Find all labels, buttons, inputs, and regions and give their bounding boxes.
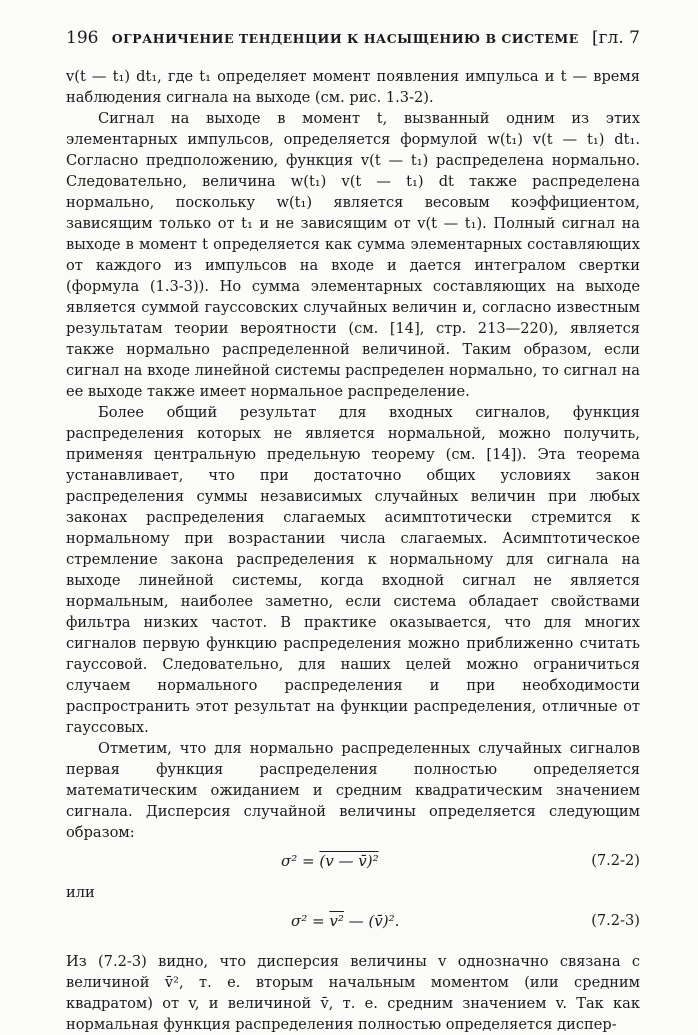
equation-7-2-2-body: σ² = (v — v̄)² (281, 852, 379, 870)
equation-number: (7.2-3) (591, 912, 640, 929)
equation-7-2-2 (66, 843, 640, 883)
paragraph-3: Более общий результат для входных сигналов, функция распределения которых не является нормальной, можно получить, применяя центральную предельную теорему (см. [14]). Эта теорема устанавливает, что при достаточно общих условиях закон распределения суммы независимых случайных величин при любых законах распределения слагаемых асимптотически стремится к нормальному при возрастании числа слагаемых. Асимптотическое стремление закона распределения к нормальному для сигнала на выходе линейной системы, когда входной сигнал не является нормальным, наиболее заметно, если система обладает свойствами фильтра низких частот. В практике оказывается, что для многих сигналов первую функцию распределения можно приближенно считать гауссовой. Следовательно, для наших целей можно ограничиться случаем нормального распределения и при необходимости распространить этот результат на функции распределения, отличные от гауссовых. (66, 404, 640, 736)
paragraph-1: v(t — t₁) dt₁, где t₁ определяет момент появления импульса и t — время наблюдения сигнала на выходе (см. рис. 1.3-2). (66, 68, 640, 106)
paragraph-4: Отметим, что для нормально распределенных случайных сигналов первая функция распределения полностью определяется математическим ожиданием и средним квадратическим значением сигнала. Дисперсия случайной величины определяется следующим образом: (66, 740, 640, 841)
equation-7-2-3-body: σ² = v² — (v̄)². (291, 912, 400, 930)
equation-lhs: σ² (281, 852, 298, 870)
equation-rhs-mean-square: v² (329, 912, 344, 930)
equation-rhs-mean-squared: — (v̄)². (348, 912, 400, 930)
final-paragraph: Из (7.2-3) видно, что дисперсия величины v однозначно связана с величиной v̄², т. е. вторым начальным моментом (или средним квадратом) от v, и величиной v̄, т. е. средним значением v. Так как нормальная функция распределения полностью определяется диспер- (66, 953, 640, 1033)
running-title: ОГРАНИЧЕНИЕ ТЕНДЕНЦИИ К НАСЫЩЕНИЮ В СИСТЕМЕ (111, 31, 579, 46)
equation-lhs: σ² (291, 912, 308, 930)
page-header (66, 28, 640, 48)
equation-7-2-3 (66, 903, 640, 943)
equation-number: (7.2-2) (591, 852, 640, 869)
chapter-marker: [гл. 7 (592, 28, 640, 48)
or-word: или (66, 884, 95, 901)
page-number: 196 (66, 28, 99, 48)
paragraph-2: Сигнал на выходе в момент t, вызванный одним из этих элементарных импульсов, определяется формулой w(t₁) v(t — t₁) dt₁. Согласно предположению, функция v(t — t₁) распределена нормально. Следовательно, величина w(t₁) v(t — t₁) dt также распределена нормально, поскольку w(t₁) является весовым коэффициентом, зависящим только от t₁ и не зависящим от v(t — t₁). Полный сигнал на выходе в момент t определяется как сумма элементарных составляющих от каждого из импульсов на входе и дается интегралом свертки (формула (1.3-3)). Но сумма элементарных составляющих на выходе является суммой гауссовских случайных величин и, согласно известным результатам теории вероятности (см. [14], стр. 213—220), является также нормально распределенной величиной. Таким образом, если сигнал на входе линейной системы распределен нормально, то сигнал на ее выходе также имеет нормальное распределение. (66, 110, 640, 400)
equation-rhs: (v — v̄)² (319, 852, 379, 870)
